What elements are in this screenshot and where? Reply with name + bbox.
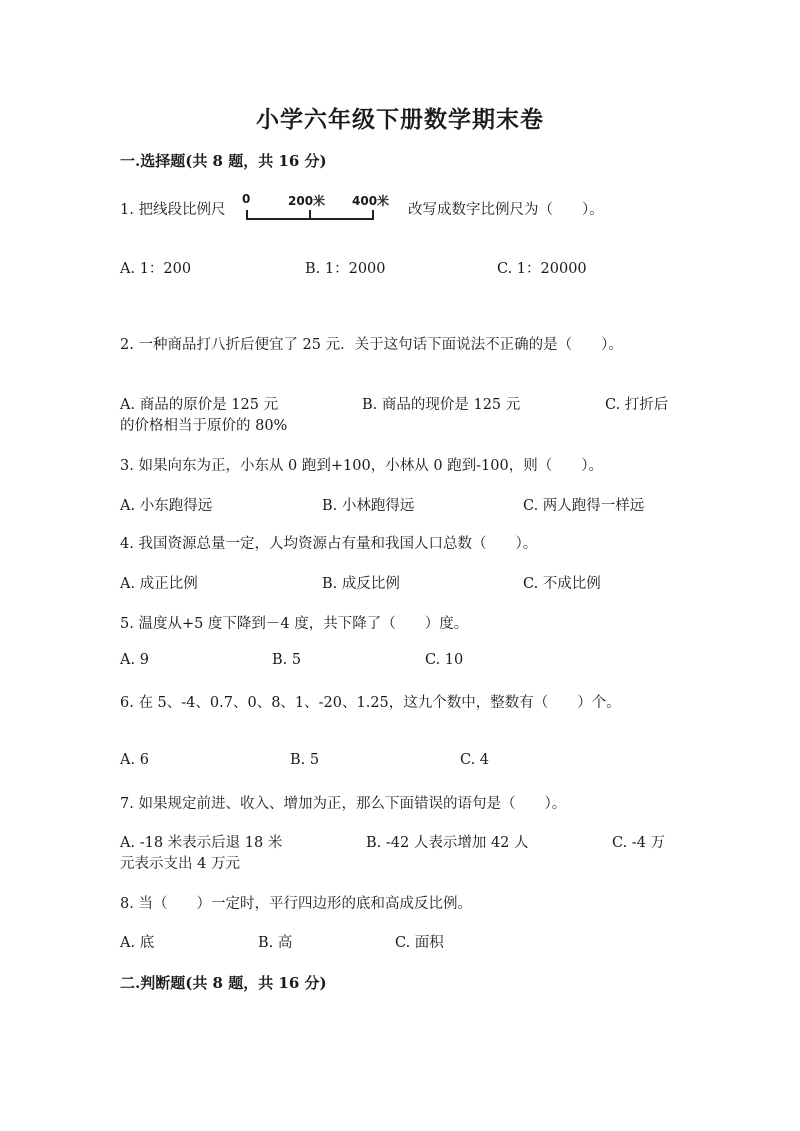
scale-label-400: 400米 — [352, 194, 390, 208]
q4-option-a: A. 成正比例 — [120, 576, 198, 592]
question-5-text: 5. 温度从+5 度下降到－4 度，共下降了（ ）度。 — [120, 616, 469, 632]
q7-option-b: B. -42 人表示增加 42 人 — [366, 835, 529, 851]
question-2-text: 2. 一种商品打八折后便宜了 25 元．关于这句话下面说法不正确的是（ ）。 — [120, 337, 623, 353]
q5-option-a: A. 9 — [120, 652, 149, 668]
q6-option-c: C. 4 — [460, 752, 490, 768]
q4-option-c: C. 不成比例 — [523, 576, 601, 592]
page-title: 小学六年级下册数学期末卷 — [256, 106, 544, 133]
q3-option-b: B. 小林跑得远 — [322, 498, 415, 514]
q6-option-b: B. 5 — [290, 752, 320, 768]
question-6-text: 6. 在 5、-4、0.7、0、8、1、-20、1.25，这九个数中，整数有（ ）个。 — [120, 695, 621, 711]
scale-tick — [372, 210, 374, 220]
q4-option-b: B. 成反比例 — [322, 576, 400, 592]
q2-option-b: B. 商品的现价是 125 元 — [362, 397, 521, 413]
q7-option-c: C. -4 万 — [612, 835, 666, 851]
q7-option-c-cont: 元表示支出 4 万元 — [120, 856, 240, 872]
q1-option-b: B. 1：2000 — [305, 261, 386, 277]
q2-option-c: C. 打折后 — [605, 397, 669, 413]
question-1-text: 1. 把线段比例尺 — [120, 202, 226, 218]
q5-option-c: C. 10 — [425, 652, 464, 668]
question-4-text: 4. 我国资源总量一定，人均资源占有量和我国人口总数（ ）。 — [120, 536, 538, 552]
question-1-suffix: 改写成数字比例尺为（ ）。 — [408, 202, 604, 218]
scale-bar-figure — [240, 192, 400, 228]
q5-option-b: B. 5 — [272, 652, 302, 668]
scale-tick — [309, 210, 311, 220]
q1-option-c: C. 1：20000 — [497, 261, 587, 277]
question-7-text: 7. 如果规定前进、收入、增加为正，那么下面错误的语句是（ ）。 — [120, 796, 567, 812]
q7-option-a: A. -18 米表示后退 18 米 — [120, 835, 283, 851]
section-heading-choice: 一.选择题(共 8 题，共 16 分) — [120, 152, 327, 170]
question-3-text: 3. 如果向东为正，小东从 0 跑到+100，小林从 0 跑到-100，则（ ）。 — [120, 458, 603, 474]
scale-label-200: 200米 — [288, 194, 326, 208]
q3-option-a: A. 小东跑得远 — [120, 498, 213, 514]
q3-option-c: C. 两人跑得一样远 — [523, 498, 645, 514]
scale-label-0: 0 — [242, 192, 251, 206]
q2-option-a: A. 商品的原价是 125 元 — [120, 397, 279, 413]
section-heading-judgment: 二.判断题(共 8 题，共 16 分) — [120, 974, 327, 992]
q6-option-a: A. 6 — [120, 752, 149, 768]
q8-option-a: A. 底 — [120, 935, 155, 951]
q8-option-c: C. 面积 — [395, 935, 444, 951]
q2-option-c-cont: 的价格相当于原价的 80% — [120, 418, 288, 434]
q8-option-b: B. 高 — [258, 935, 293, 951]
question-8-text: 8. 当（ ）一定时，平行四边形的底和高成反比例。 — [120, 896, 472, 912]
scale-tick — [246, 210, 248, 220]
q1-option-a: A. 1：200 — [120, 261, 192, 277]
